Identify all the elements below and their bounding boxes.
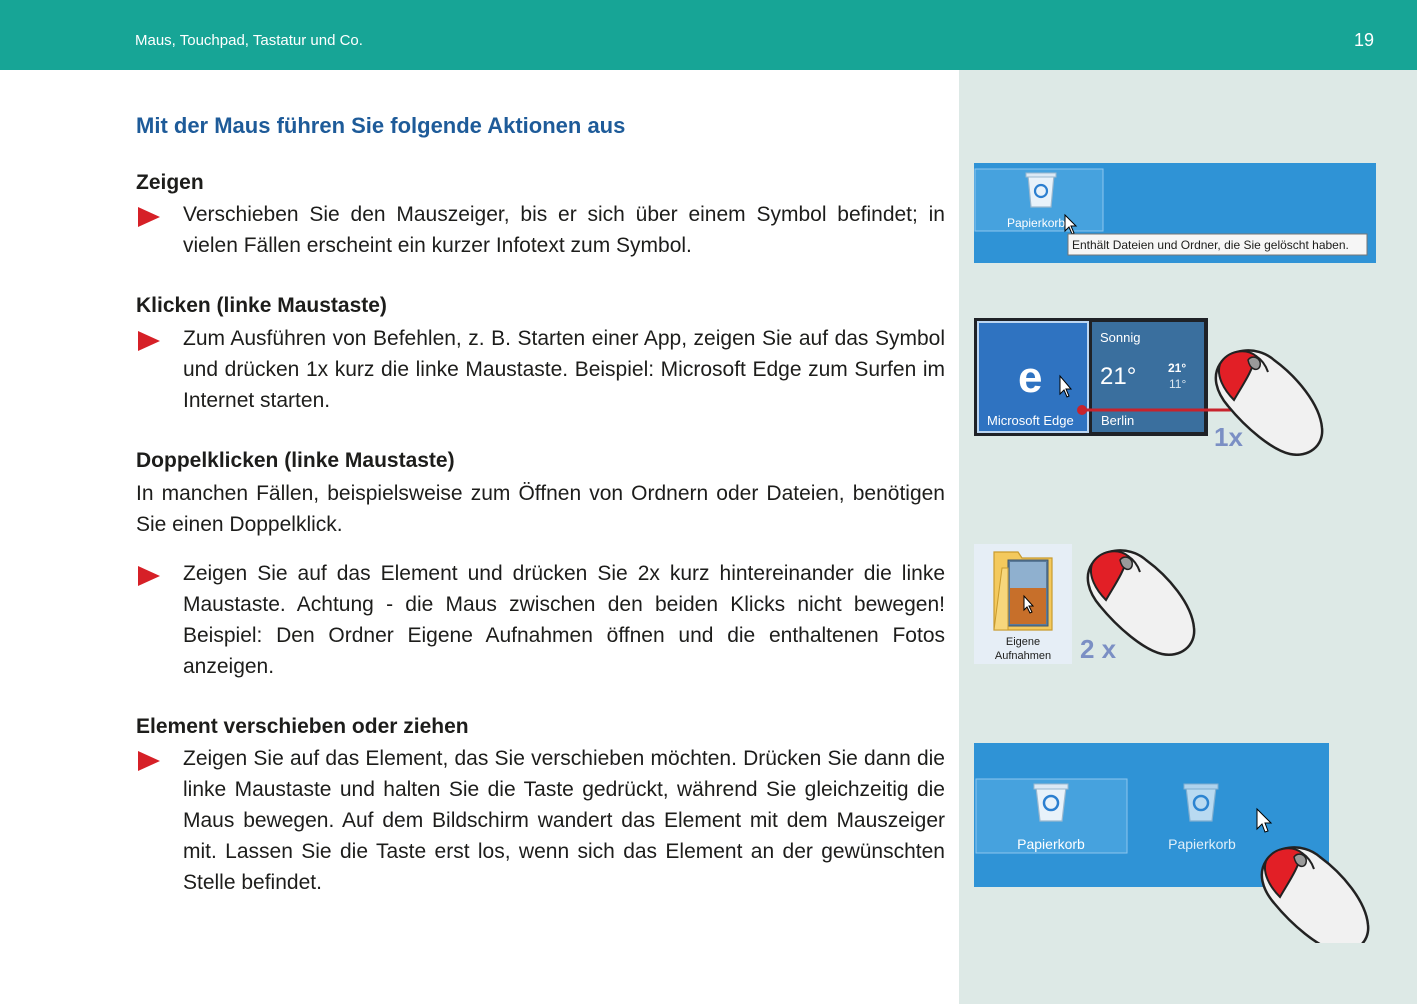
hover-illustration: [974, 163, 1376, 263]
doubleclick-count: 2 x: [1080, 634, 1117, 664]
figure-doubleclick: [974, 544, 1214, 666]
bullet-text: Zeigen Sie auf das Element und drücken Sie 2x kurz hintereinander die linke Maustaste. Achtung - die Maus zwischen den beiden Klicks nicht bewegen! Beispiel: Den Ordner Eigene Aufnahmen öffnen und die enthaltenen Fotos anzeigen.: [183, 562, 945, 678]
tooltip-text: Enthält Dateien und Ordner, die Sie gelöscht haben.: [1072, 238, 1349, 252]
folder-label-line1: Eigene: [1005, 636, 1041, 648]
bullet-arrow-icon: [138, 207, 160, 227]
bullet-text: Zum Ausführen von Befehlen, z. B. Starten einer App, zeigen Sie auf das Symbol und drücken 1x kurz die linke Maustaste. Beispiel: Microsoft Edge zum Surfen im Internet starten.: [183, 327, 945, 412]
page-heading: Mit der Maus führen Sie folgende Aktionen aus: [136, 113, 626, 138]
weather-temperature: 21°: [1100, 363, 1137, 390]
weather-city: Berlin: [1101, 413, 1135, 428]
weather-high: 21°: [1168, 361, 1187, 375]
click-illustration: [974, 318, 1334, 456]
folder-icon[interactable]: [994, 552, 1052, 630]
mouse-icon: [1262, 847, 1368, 943]
section-title-doppelklicken: Doppelklicken (linke Maustaste): [136, 449, 455, 472]
edge-tile-label: Microsoft Edge: [987, 413, 1074, 428]
section-title-zeigen: Zeigen: [136, 171, 204, 194]
folder-label-line2: Aufnahmen: [994, 650, 1052, 662]
page-header: [0, 0, 1417, 70]
figure-click: [974, 318, 1334, 456]
bullet-arrow-icon: [138, 331, 160, 351]
bullet-arrow-icon: [138, 566, 160, 586]
doubleclick-illustration: [974, 544, 1214, 666]
connector-dot: [1077, 405, 1087, 415]
section-intro: In manchen Fällen, beispielsweise zum Öffnen von Ordnern oder Dateien, benötigen Sie einen Doppelklick.: [136, 482, 945, 536]
bullet-text: Verschieben Sie den Mauszeiger, bis er sich über einem Symbol befindet; in vielen Fällen erscheint ein kurzer Infotext zum Symbol.: [183, 203, 945, 257]
page-number: 19: [1354, 30, 1375, 50]
edge-logo-icon: e: [1018, 353, 1043, 402]
target-icon-label: Papierkorb: [1168, 836, 1236, 852]
icon-label: Papierkorb: [1007, 216, 1066, 230]
weather-low: 11°: [1169, 377, 1187, 391]
figure-drag: [974, 743, 1374, 943]
weather-condition: Sonnig: [1100, 330, 1141, 345]
figure-hover: [974, 163, 1376, 263]
section-title-verschieben: Element verschieben oder ziehen: [136, 715, 469, 738]
source-icon-label: Papierkorb: [1017, 836, 1085, 852]
click-count: 1x: [1214, 422, 1243, 452]
bullet-arrow-icon: [138, 751, 160, 771]
section-title-klicken: Klicken (linke Maustaste): [136, 294, 387, 317]
drag-illustration: [974, 743, 1374, 943]
bullet-text: Zeigen Sie auf das Element, das Sie verschieben möchten. Drücken Sie dann die linke Maustaste und halten Sie die Taste gedrückt, während Sie gleichzeitig die Maus bewegen. Auf dem Bildschirm wandert das Element mit dem Mauszeiger mit. Lassen Sie die Taste erst los, wenn sich das Element an der gewünschten Stelle befindet.: [183, 747, 945, 894]
recycle-bin-icon: [1026, 173, 1056, 207]
recycle-bin-icon[interactable]: [1034, 784, 1068, 821]
running-title: Maus, Touchpad, Tastatur und Co.: [135, 32, 363, 49]
recycle-bin-ghost-icon: [1184, 784, 1218, 821]
